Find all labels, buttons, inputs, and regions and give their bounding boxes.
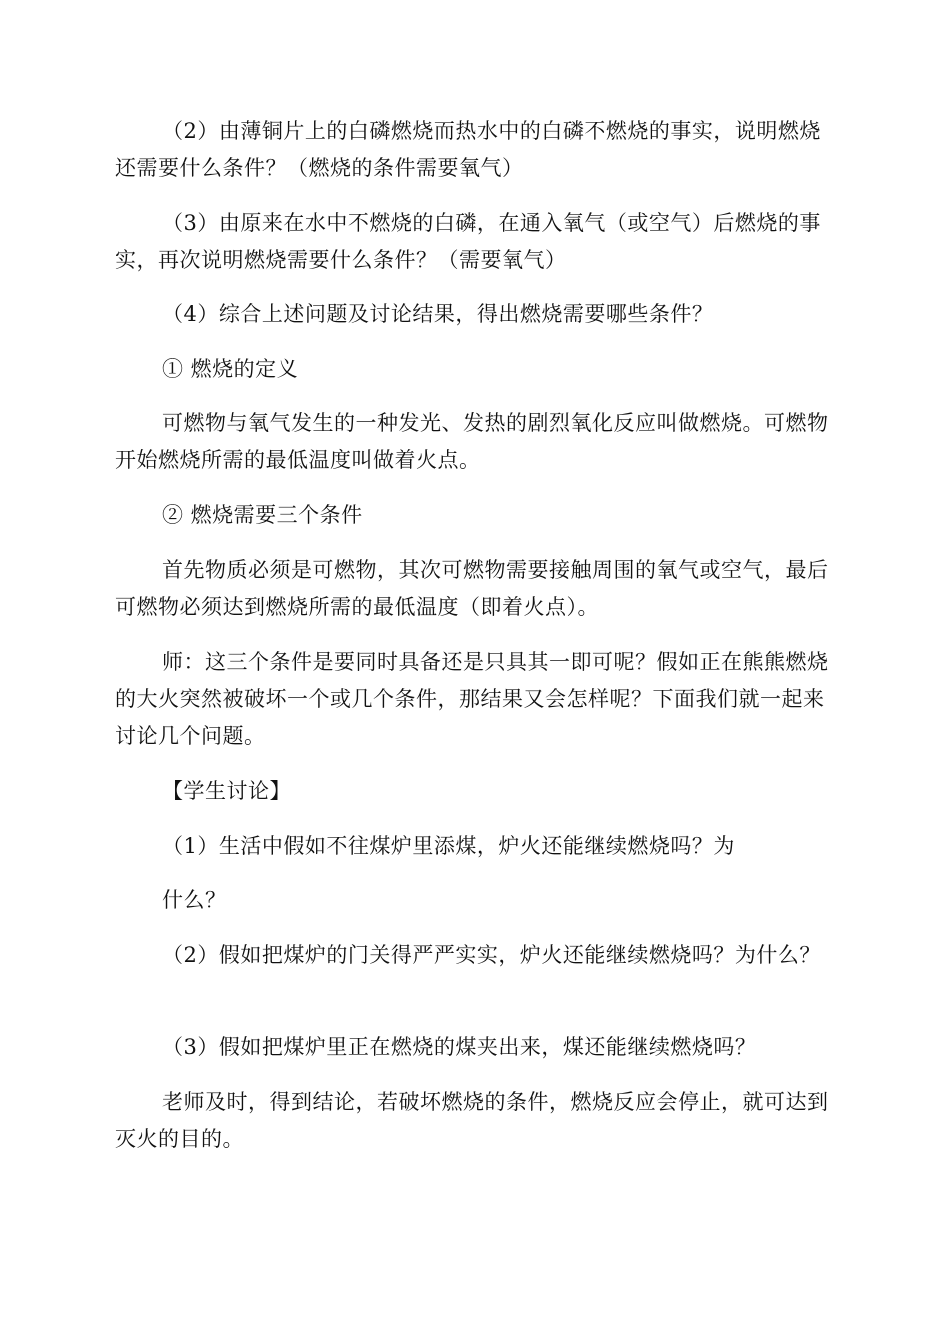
heading-student-discussion: 【学生讨论】 [162,779,291,803]
paragraph-discussion-1-cont: 什么？ [162,888,227,912]
paragraph-discussion-3: （3）假如把煤炉里正在燃烧的煤夹出来，煤还能继续燃烧吗？ [162,1035,757,1059]
paragraph-question-4: （4）综合上述问题及讨论结果，得出燃烧需要哪些条件？ [162,302,714,326]
paragraph-discussion-1: （1）生活中假如不往煤炉里添煤，炉火还能继续燃烧吗？为 [162,834,735,858]
heading-three-conditions: ② 燃烧需要三个条件 [162,503,363,527]
paragraph-discussion-2: （2）假如把煤炉的门关得严严实实，炉火还能继续燃烧吗？为什么？ [162,943,821,967]
paragraph-question-2: （2）由薄铜片上的白磷燃烧而热水中的白磷不燃烧的事实，说明燃烧还需要什么条件？（燃烧的条件需要氧气） [115,119,821,180]
paragraph-teacher-question: 师：这三个条件是要同时具备还是只具其一即可呢？假如正在熊熊燃烧的大火突然被破坏一个或几个条件，那结果又会怎样呢？下面我们就一起来讨论几个问题。 [115,650,829,748]
heading-combustion-definition: ① 燃烧的定义 [162,357,299,381]
paragraph-three-conditions: 首先物质必须是可燃物，其次可燃物需要接触周围的氧气或空气，最后可燃物必须达到燃烧所需的最低温度（即着火点）。 [115,558,829,619]
paragraph-question-3: （3）由原来在水中不燃烧的白磷，在通入氧气（或空气）后燃烧的事实，再次说明燃烧需要什么条件？（需要氧气） [115,211,821,272]
paragraph-combustion-definition: 可燃物与氧气发生的一种发光、发热的剧烈氧化反应叫做燃烧。可燃物开始燃烧所需的最低温度叫做着火点。 [115,411,829,472]
paragraph-conclusion: 老师及时，得到结论，若破坏燃烧的条件，燃烧反应会停止，就可达到灭火的目的。 [115,1090,829,1151]
